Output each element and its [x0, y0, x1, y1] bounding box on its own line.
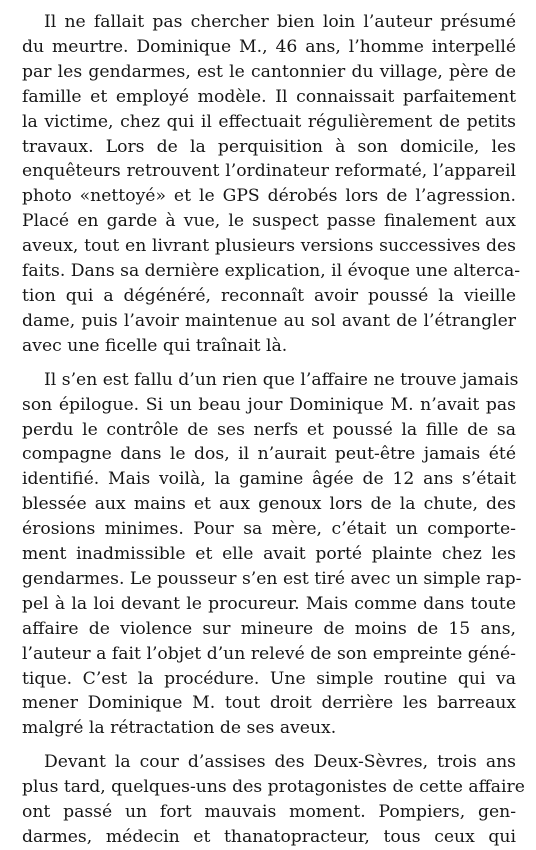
- text-line: travaux. Lors de la perquisition à son domicile, les: [22, 136, 516, 157]
- text-line: tique. C’est la procédure. Une simple routine qui va: [22, 668, 516, 689]
- text-line: érosions minimes. Pour sa mère, c’était un comporte-: [22, 519, 516, 540]
- text-line: son épilogue. Si un beau jour Dominique M. n’avait pas: [22, 394, 516, 415]
- text-line: mener Dominique M. tout droit derrière les barreaux: [22, 693, 516, 714]
- text-line: la victime, chez qui il effectuait régulièrement de petits: [22, 111, 516, 132]
- text-line: compagne dans le dos, il n’aurait peut-être jamais été: [22, 444, 516, 465]
- text-line: plus tard, quelques-uns des protagonistes de cette affaire: [22, 777, 525, 798]
- text-line: famille et employé modèle. Il connaissait parfaitement: [22, 86, 516, 107]
- text-line: dame, puis l’avoir maintenue au sol avant de l’étrangler: [22, 310, 516, 331]
- text-line: ont passé un fort mauvais moment. Pompiers, gen-: [22, 802, 516, 823]
- paragraph-2: [22, 368, 522, 742]
- text-line: darmes, médecin et thanatopracteur, tous ceux qui: [22, 827, 516, 847]
- text-line: faits. Dans sa dernière explication, il évoque une alterca-: [22, 261, 521, 282]
- text-line: du meurtre. Dominique M., 46 ans, l’homme interpellé: [22, 36, 516, 57]
- text-line: affaire de violence sur mineure de moins de 15 ans,: [22, 618, 516, 639]
- text-line: Placé en garde à vue, le suspect passe finalement aux: [22, 211, 516, 232]
- text-line: perdu le contrôle de ses nerfs et poussé la fille de sa: [22, 419, 516, 440]
- text-line: Devant la cour d’assises des Deux-Sèvres, trois ans: [44, 752, 516, 773]
- text-line: tion qui a dégénéré, reconnaît avoir poussé la vieille: [22, 285, 516, 306]
- text-line: aveux, tout en livrant plusieurs versions successives des: [22, 236, 516, 257]
- text-line: Il ne fallait pas chercher bien loin l’auteur présumé: [44, 12, 516, 32]
- text-line: Il s’en est fallu d’un rien que l’affaire ne trouve jamais: [44, 369, 519, 390]
- text-line: par les gendarmes, est le cantonnier du village, père de: [22, 61, 516, 82]
- paragraph-1: [22, 10, 521, 359]
- text-line: l’auteur a fait l’objet d’un relevé de son empreinte géné-: [22, 643, 516, 664]
- text-line: enquêteurs retrouvent l’ordinateur reformaté, l’appareil: [22, 161, 516, 182]
- text-line: pel à la loi devant le procureur. Mais comme dans toute: [22, 593, 516, 614]
- text-line: identifié. Mais voilà, la gamine âgée de 12 ans s’était: [22, 469, 516, 490]
- paragraph-3: [22, 750, 525, 850]
- text-line: photo «nettoyé» et le GPS dérobés lors de l’agression.: [22, 186, 516, 207]
- text-line: avec une ficelle qui traînait là.: [22, 335, 288, 356]
- text-line: gendarmes. Le pousseur s’en est tiré avec un simple rap-: [22, 568, 522, 589]
- text-line: blessée aux mains et aux genoux lors de la chute, des: [22, 494, 516, 515]
- text-line: malgré la rétractation de ses aveux.: [22, 718, 337, 739]
- text-line: ment inadmissible et elle avait porté plainte chez les: [22, 544, 516, 565]
